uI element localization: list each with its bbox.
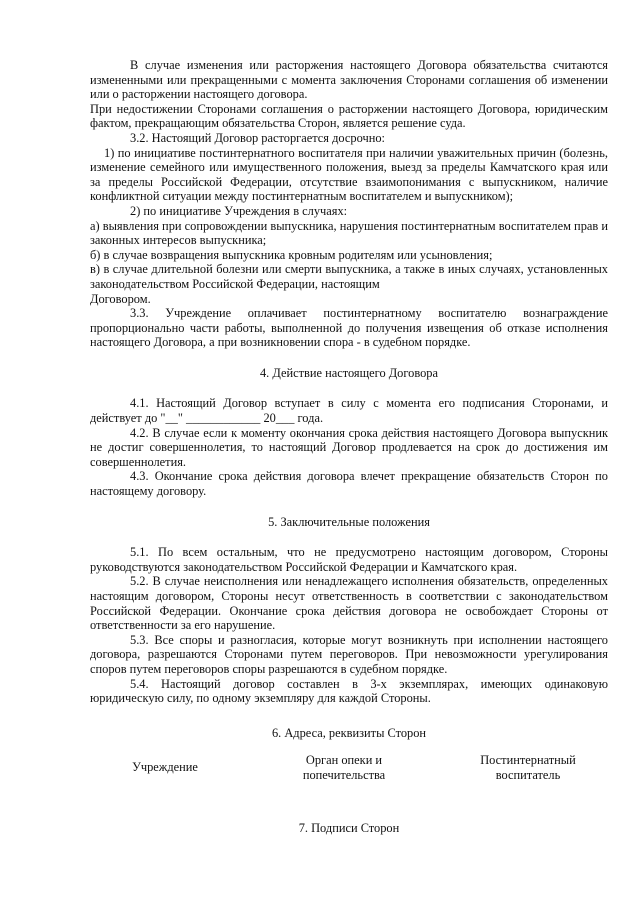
party-institution <box>90 753 240 775</box>
party-tutor <box>448 753 608 782</box>
paragraph-3-2-2-a: а) выявления при сопровождении выпускника, нарушения постинтернатным воспитателем прав и законных интересов выпускника; <box>90 218 608 248</box>
paragraph-5-1: 5.1. По всем остальным, что не предусмотрено настоящим договором, Стороны руководствуются законодательством Российской Федерации и Камчатского края. <box>90 545 608 574</box>
paragraph-3-3: 3.3. Учреждение оплачивает постинтернатному воспитателю вознаграждение пропорционально части работы, выполненной до получения извещения об отказе исполнения настоящего Договора, а при возникновении спора - в судебном порядке. <box>90 306 608 350</box>
paragraph-4-1: 4.1. Настоящий Договор вступает в силу с момента его подписания Сторонами, и действует до "__" ____________ 20___ года. <box>90 396 608 426</box>
paragraph-4-2: 4.2. В случае если к моменту окончания срока действия настоящего Договора выпускник не достиг совершеннолетия, то настоящий Договор продлевается на срок до достижения им совершеннолетия. <box>90 425 608 469</box>
paragraph-5-3: 5.3. Все споры и разногласия, которые могут возникнуть при исполнении настоящего договора, разрешаются Сторонами путем переговоров. При невозможности урегулирования споров путем переговоров споры разрешаются в судебном порядке. <box>90 632 608 676</box>
party-guardianship <box>269 753 419 782</box>
paragraph-3-2-2-b: б) в случае возвращения выпускника кровным родителям или усыновления; <box>90 247 493 262</box>
party-tutor-line1: Постинтернатный <box>480 753 576 768</box>
paragraph-5-2: 5.2. В случае неисполнения или ненадлежащего исполнения обязательств, определенных настоящим договором, Стороны несут ответственность в соответствии с законодательством Российской Федерации. Окончание срока действия договора не освобождает Стороны от ответственности за его нарушение. <box>90 574 608 633</box>
paragraph-3-2-2-c: в) в случае длительной болезни или смерти выпускника, а также в иных случаях, установленных законодательством Российской Федерации, настоящим <box>90 262 608 291</box>
party-guardianship-line2: попечительства <box>302 767 386 782</box>
paragraph-3-2-2-c-end: Договором. <box>90 291 151 306</box>
section-6-heading: 6. Адреса, реквизиты Сторон <box>271 725 427 740</box>
paragraph-4-3: 4.3. Окончание срока действия договора влечет прекращение обязательств Сторон по настоящему договору. <box>90 469 608 499</box>
paragraph-3-1-change: В случае изменения или расторжения настоящего Договора обязательства считаются измененными или прекращенными с момента заключения Сторонами соглашения об изменении или о расторжении настоящего договора. <box>90 58 608 102</box>
paragraph-3-2: 3.2. Настоящий Договор расторгается досрочно: <box>130 130 385 145</box>
paragraph-3-2-1: 1) по инициативе постинтернатного воспитателя при наличии уважительных причин (болезнь, изменение семейного или имущественного положения, выезд за пределы Камчатского края или за пределы Российской Федерации, отсутствие взаимопонимания с выпускником, наличие конфликтной ситуации между постинтернатным воспитателем и выпускником); <box>90 145 608 204</box>
section-4-heading: 4. Действие настоящего Договора <box>259 365 439 380</box>
paragraph-3-2-2: 2) по инициативе Учреждения в случаях: <box>130 203 348 218</box>
paragraph-3-1-court: При недостижении Сторонами соглашения о расторжении настоящего Договора, юридическим фактом, прекращающим обязательства Сторон, является решение суда. <box>90 101 608 131</box>
party-tutor-line2: воспитатель <box>495 767 561 782</box>
party-guardianship-line1: Орган опеки и <box>305 753 383 768</box>
party-institution-label: Учреждение <box>132 760 198 775</box>
parties-row <box>90 753 608 782</box>
paragraph-5-4: 5.4. Настоящий договор составлен в 3-х экземплярах, имеющих одинаковую юридическую силу, по одному экземпляру для каждой Стороны. <box>90 676 608 706</box>
section-7-heading: 7. Подписи Сторон <box>298 820 400 835</box>
section-5-heading: 5. Заключительные положения <box>268 514 430 529</box>
